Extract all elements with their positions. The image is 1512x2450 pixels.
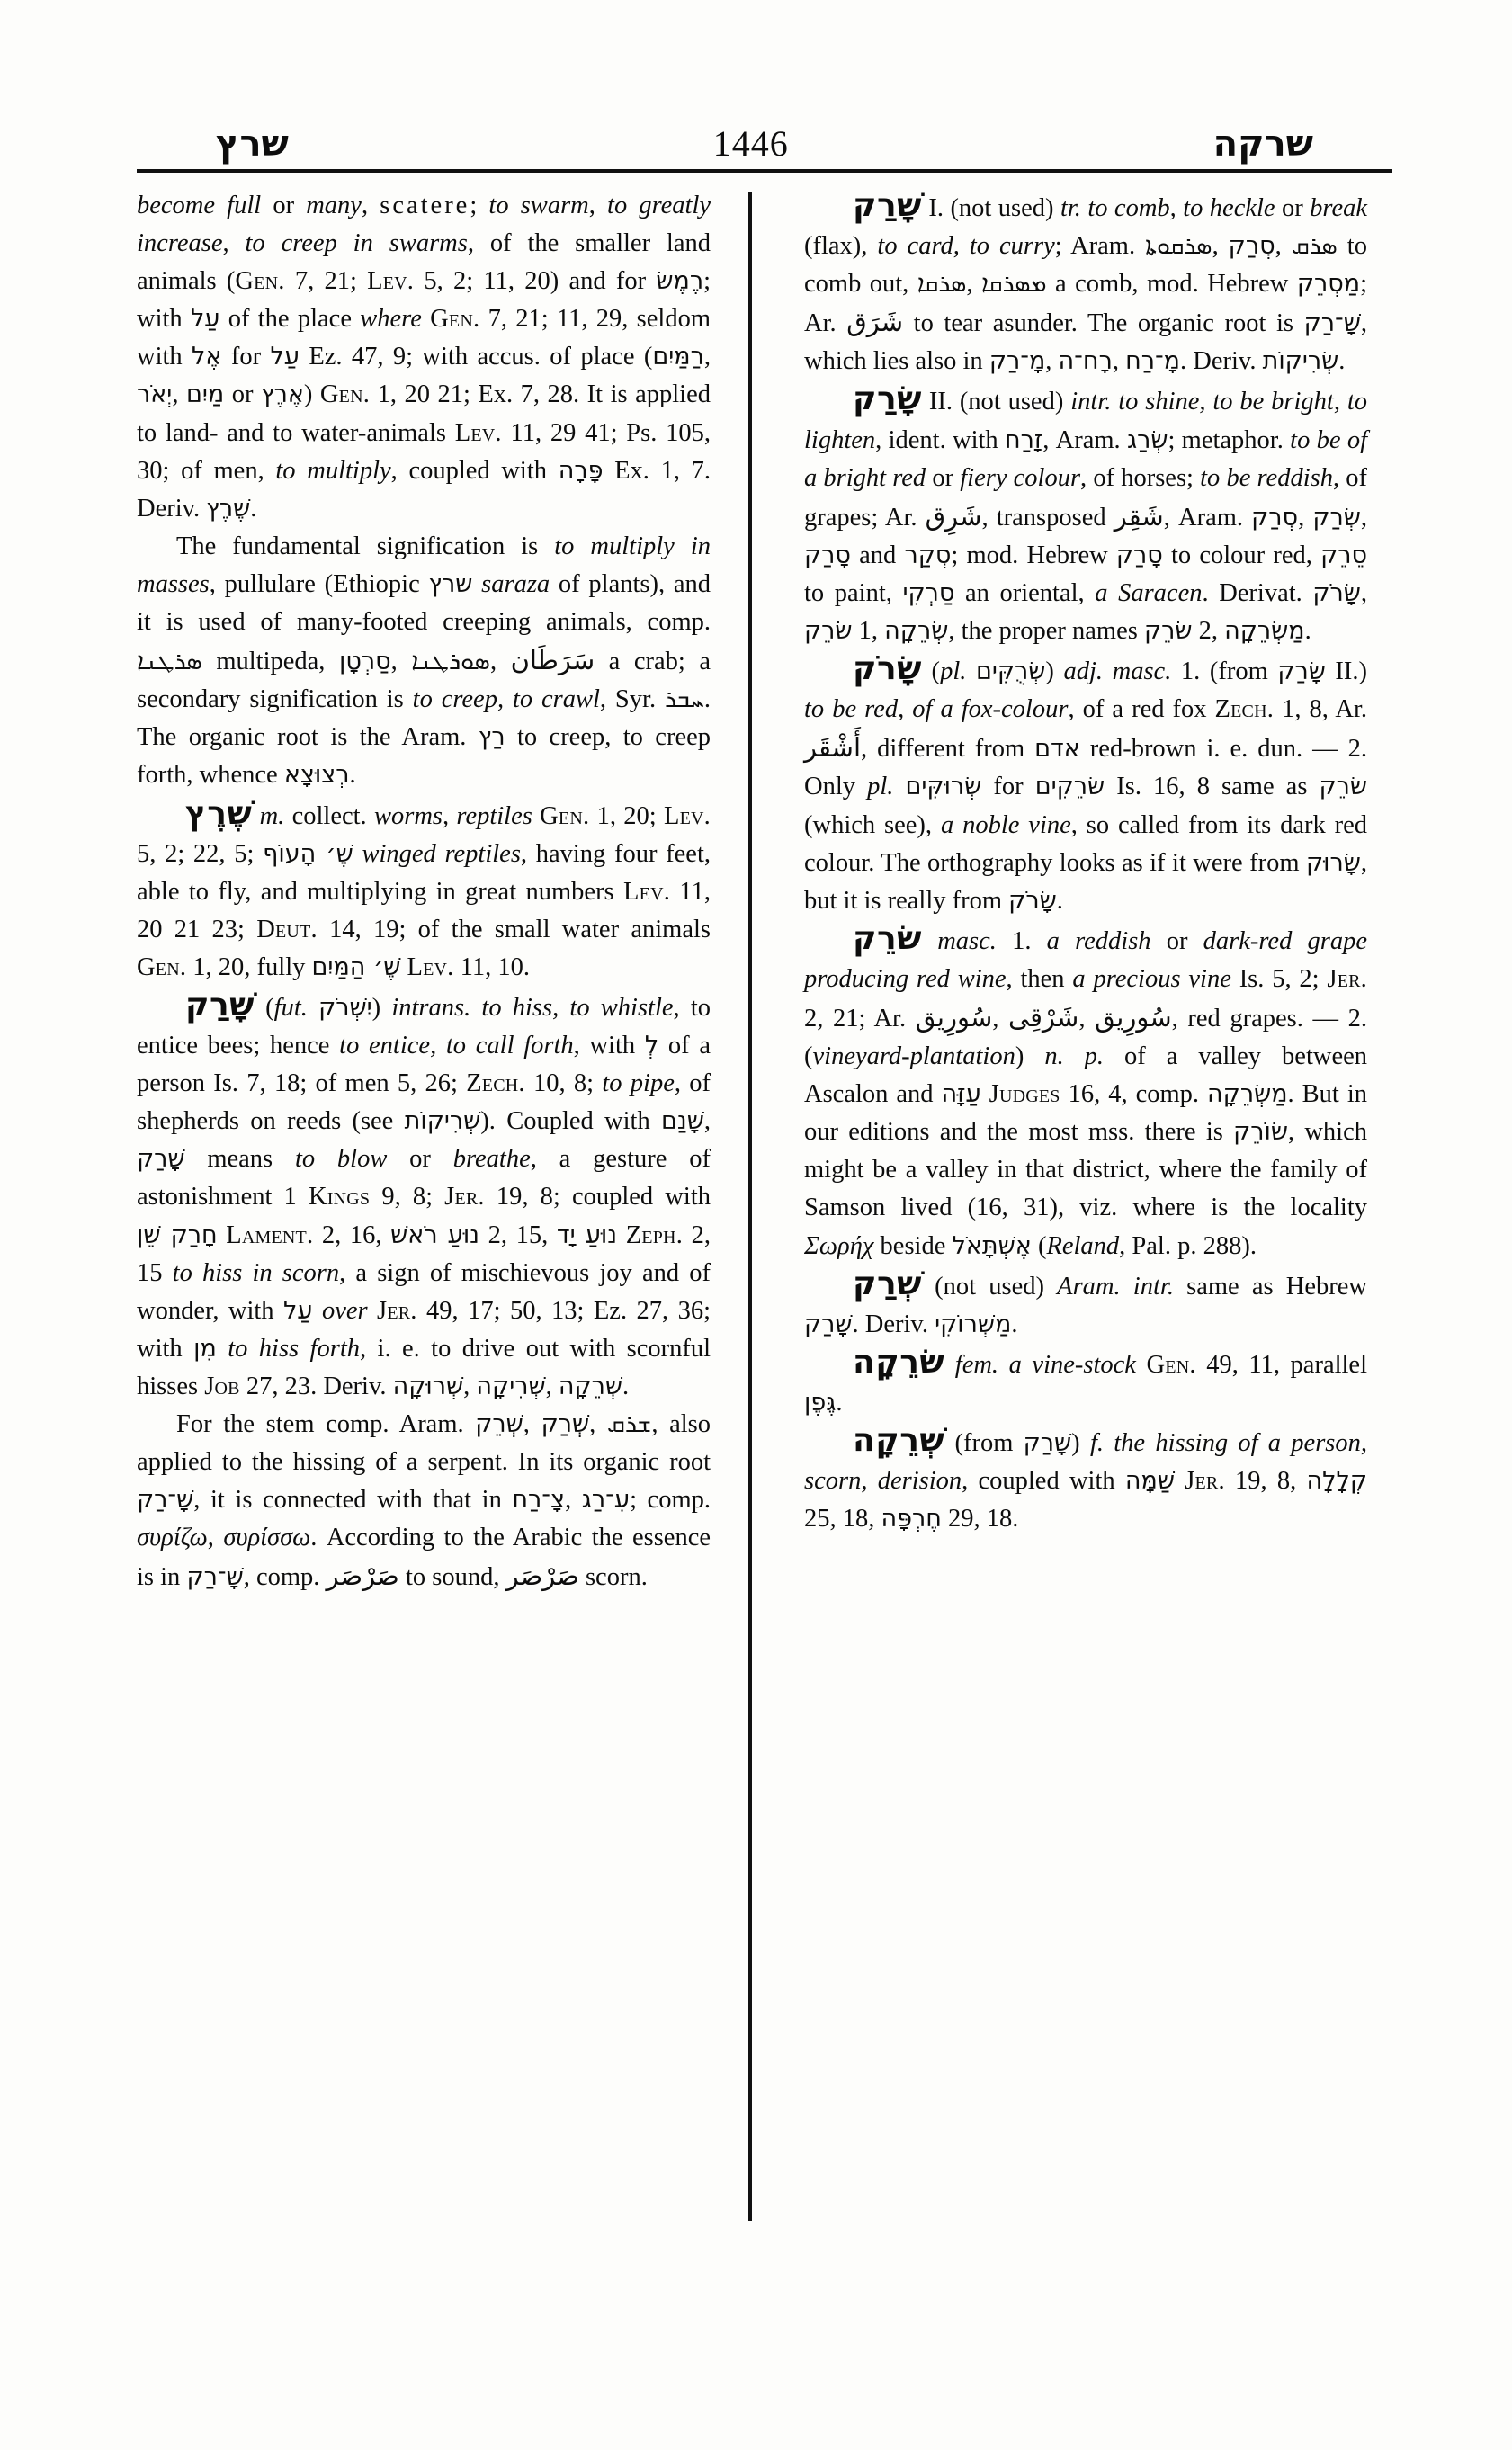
dictionary-entry: שׂרֵק masc. 1. a reddish or dark-red grape producing red wine, then a precious vine Is. 5, 2; Jer. 2, 21; Ar. سُورِيق, شَرْقِى, سُورِيق, red grapes. — 2. (vineyard-plantation) n. p. of a valley between Ascalon and עַזָּה Judges 16, 4, comp. מַשְׂרֵקָה. But in our editions and the most mss. there is שׂוֹרֵק, which might be a valley in that district, where the family of Samson lived (16, 31), viz. where is the locality Σωρήχ beside אֶשְׁתָּאֹל (Reland, Pal. p. 288).: [804, 919, 1368, 1260]
column-divider: [748, 192, 752, 2221]
dictionary-entry: שָׂרֹק (pl. שְׂרֻקִּים) adj. masc. 1. (from שָׂרַק II.) to be red, of a fox-colour, of a red fox Zech. 1, 8, Ar. أَشْقَر, different from אדם red-brown i. e. dun. — 2. Only pl. שְׂרוּקִּים for שׂרֵקִים Is. 16, 8 same as שׂרֵק (which see), a noble vine, so called from its dark red colour. The orthography looks as if it were from שָׂרוּק, but it is really from שָׂרֹק.: [804, 650, 1368, 915]
dictionary-entry: שָׁרַק (fut. יִשְׁרֹק) intrans. to hiss, to whistle, to entice bees; hence to entice, to call forth, with לְ of a person Is. 7, 18; of men 5, 26; Zech. 10, 8; to pipe, of shepherds on reeds (see שְׁרִיקוֹת). Coupled with שָׁנַם, שָׁרַק means to blow or breathe, a gesture of astonishment 1 Kings 9, 8; Jer. 19, 8; coupled with חָרַק שֵׁן Lament. 2, 16, נוּעַ רֹאשׁ 2, 15, נוּעַ יָד Zeph. 2, 15 to hiss in scorn, a sign of mischievous joy and of wonder, with עַל over Jer. 49, 17; 50, 13; Ez. 27, 36; with מִן to hiss forth, i. e. to drive out with scornful hisses Job 27, 23. Deriv. שְׁרוּקָה, שְׁרִיקָה, שְׁרֵקָה.: [137, 986, 711, 1400]
running-head: [135, 97, 1394, 165]
page-number: 1446: [712, 123, 789, 164]
running-head-right-headword: שרקה: [1212, 123, 1313, 165]
dictionary-entry: שָׂרַק II. (not used) intr. to shine, to be bright, to lighten, ident. with זָרַח, Aram. שְׂרַג; metaphor. to be of a bright red or fiery colour, of horses; to be reddish, of grapes; Ar. شَرِق, transposed شَقِر, Aram. סְרַק, שְׂרַק, סָרַק and סְקַר; mod. Hebrew סָרַק to colour red, סֵרֵק to paint, סַרְקִי an oriental, a Saracen. Derivat. שָׂרֹק, שׂרֵק 1, שְׂרֵקָה, the proper names שׂרֵק 2, מַשְׂרֵקָה.: [804, 380, 1368, 646]
body-paragraph: For the stem comp. Aram. שְׁרֵק, שְׁרַק, ܫܪܩ, also applied to the hissing of a serpent. In its organic root שָׁ־רַק, it is connected with that in צָ־רַח, עִ־רַג; comp. συρίζω, συρίσσω. According to the Arabic the essence is in שָׁ־רַק, comp. صَرْصَر to sound, صَرْصَر scorn.: [137, 1410, 711, 1592]
dictionary-entry: שְׁרַק (not used) Aram. intr. same as Hebrew שָׁרַק. Deriv. מַשְׁרוֹקִי.: [804, 1265, 1367, 1338]
body-paragraph: become full or many, scatere; to swarm, to greatly increase, to creep in swarms, of the smaller land animals (Gen. 7, 21; Lev. 5, 2; 11, 20) and for רֶמֶשׂ; with עַל of the place where Gen. 7, 21; 11, 29, seldom with אֶל for עַל Ez. 47, 9; with accus. of place (רַמַּיִם, יְאֹר, מַיִם or אֶרֶץ) Gen. 1, 20 21; Ex. 7, 28. It is applied to land- and to water-animals Lev. 11, 29 41; Ps. 105, 30; of men, to multiply, coupled with פָּרָה Ex. 1, 7. Deriv. שֶׁרֶץ.: [137, 192, 711, 523]
two-column-body: [137, 187, 1392, 2256]
left-column: [137, 187, 725, 2256]
dictionary-entry: שֶׁרֶץ m. collect. worms, reptiles Gen. 1, 20; Lev. 5, 2; 22, 5; שֶׁ׳ הָעוֹף winged reptiles, having four feet, able to fly, and multiplying in great numbers Lev. 11, 20 21 23; Deut. 14, 19; of the small water animals Gen. 1, 20, fully שֶׁ׳ הַמַּיִם Lev. 11, 10.: [137, 794, 711, 981]
header-rule: [137, 169, 1392, 173]
dictionary-entry: שׂרֵקָה fem. a vine-stock Gen. 49, 11, parallel גֶּפֶן.: [804, 1343, 1368, 1417]
right-column: [779, 187, 1367, 2256]
dictionary-entry: שְׁרֵקָה (from שָׁרַק) f. the hissing of a person, scorn, derision, coupled with שַׁמָּה Jer. 19, 8, קְלָלָה 25, 18, חֶרְפָּה 29, 18.: [804, 1422, 1368, 1533]
running-head-left-headword: שרץ: [216, 123, 289, 165]
body-paragraph: The fundamental signification is to multiply in masses, pullulare (Ethiopic שרץ saraza of plants), and it is used of many-footed creeping animals, comp. ܣܪܛܢܐ multipeda, סַרְטָן, ܣܘܪܛܢܐ, سَرَطَان a crab; a secondary signification is to creep, to crawl, Syr. ܚܒܪ. The organic root is the Aram. רַץ to creep, to creep forth, whence רְצוּצָא.: [137, 532, 711, 790]
dictionary-entry: שָׁרַק I. (not used) tr. to comb, to heckle or break (flax), to card, to curry; Aram. ܣܪܩܘܬܐ, סְרַק, ܣܪܩ to comb out, ܣܪܩܐ, ܡܣܪܩܐ a comb, mod. Hebrew מַסְרֵק; Ar. شَرَق to tear asunder. The organic root is שָׁ־רַק, which lies also in מָ־רַק, רָח־ה, מָ־רַח. Deriv. שְׂרִיקוֹת.: [804, 187, 1368, 376]
